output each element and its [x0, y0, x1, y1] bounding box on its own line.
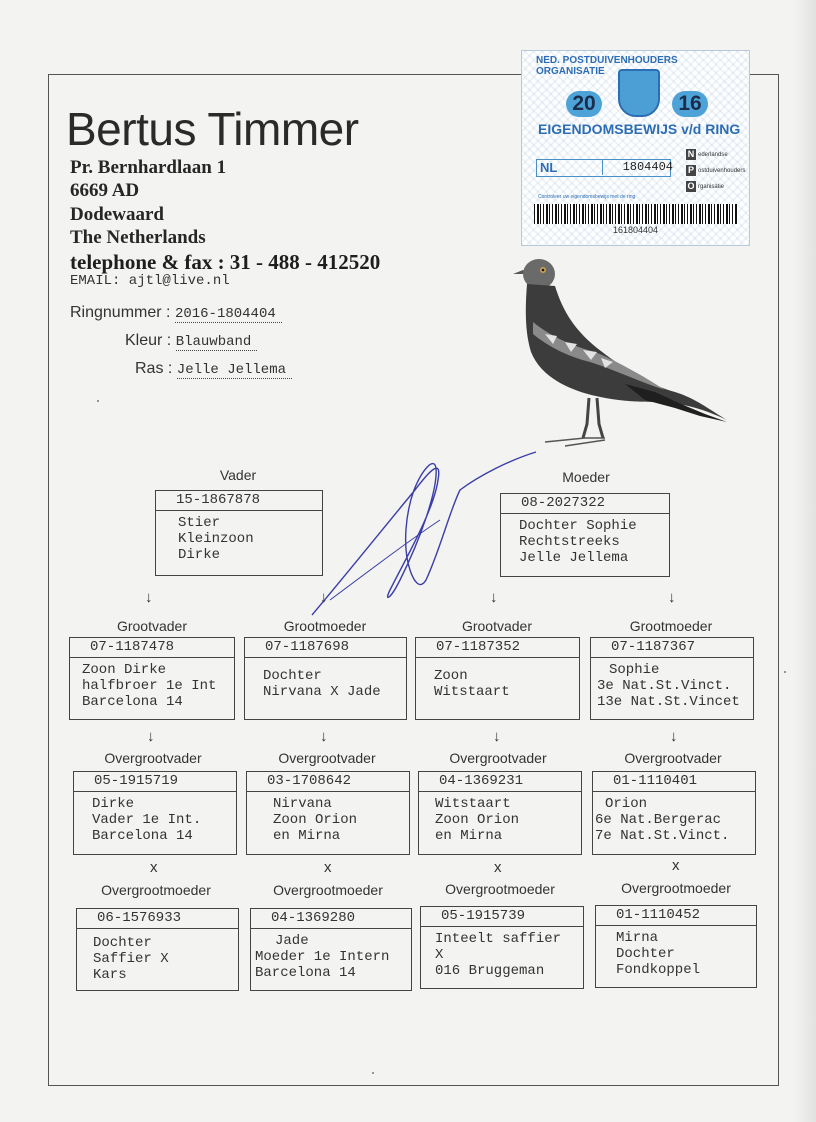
page-edge-shadow [794, 0, 816, 1122]
sire-line: Dirke [178, 547, 221, 563]
great-granddam-ring: 01-1110452 [596, 906, 756, 926]
great-granddam-line: Barcelona 14 [255, 965, 356, 981]
great-granddam-card [595, 905, 757, 988]
sire-ring: 15-1867878 [156, 491, 322, 511]
cross-mark: x [494, 859, 502, 876]
dam-card [500, 493, 670, 577]
sire-line: Kleinzoon [178, 531, 254, 547]
great-granddam-line: Dochter [616, 946, 675, 962]
grandparent-card [69, 637, 235, 720]
dam-ring: 08-2027322 [501, 494, 669, 514]
great-grandsire-card [418, 771, 582, 855]
dam-line: Dochter Sophie [519, 518, 637, 534]
speck [372, 1072, 374, 1074]
breeder-email: EMAIL: ajtl@live.nl [70, 273, 230, 289]
barcode-icon [534, 204, 738, 224]
sire-card [155, 490, 323, 576]
down-arrow-icon: ↓ [490, 589, 498, 606]
great-granddam-label: Overgrootmoeder [273, 882, 383, 898]
speck [784, 671, 786, 673]
great-granddam-line: Inteelt saffier [435, 931, 562, 947]
great-granddam-line: Dochter [93, 935, 152, 951]
great-granddam-line: 016 Bruggeman [435, 963, 545, 979]
great-granddam-ring: 04-1369280 [251, 909, 411, 929]
certificate-year-left: 20 [566, 91, 602, 117]
great-grandsire-label: Overgrootvader [624, 750, 722, 766]
down-arrow-icon: ↓ [493, 728, 501, 745]
ring-number-row [70, 304, 282, 322]
grandparent-line: Dochter [263, 668, 322, 684]
down-arrow-icon: ↓ [320, 589, 328, 606]
down-arrow-icon: ↓ [670, 728, 678, 745]
sire-label: Vader [219, 467, 257, 483]
org-line-2: ostduivenhouders [698, 168, 746, 174]
great-grandsire-line: Dirke [92, 796, 135, 812]
color-row [125, 332, 257, 350]
great-grandsire-card [246, 771, 410, 855]
great-granddam-ring: 05-1915739 [421, 907, 583, 927]
cross-mark: x [324, 859, 332, 876]
breeder-city: Dodewaard [70, 204, 164, 225]
breeder-country: The Netherlands [70, 227, 206, 248]
great-grandsire-line: Witstaart [435, 796, 511, 812]
breeder-phone: telephone & fax : 31 - 488 - 412520 [70, 250, 381, 274]
down-arrow-icon: ↓ [147, 728, 155, 745]
grandparent-line: Zoon [434, 668, 468, 684]
great-grandsire-line: Zoon Orion [435, 812, 520, 828]
grandparent-line: Witstaart [434, 684, 510, 700]
great-granddam-line: Fondkoppel [616, 962, 701, 978]
great-granddam-line: Moeder 1e Intern [255, 949, 390, 965]
great-grandsire-ring: 05-1915719 [74, 772, 236, 792]
grandparent-ring: 07-1187698 [245, 638, 406, 658]
granddam-label: Grootmoeder [283, 618, 367, 634]
grandsire-label: Grootvader [461, 618, 533, 634]
great-granddam-line: Saffier X [93, 951, 169, 967]
speck [97, 400, 99, 402]
great-grandsire-label: Overgrootvader [104, 750, 202, 766]
great-grandsire-ring: 03-1708642 [247, 772, 409, 792]
grandparent-ring: 07-1187352 [416, 638, 579, 658]
cross-mark: x [150, 859, 158, 876]
great-grandsire-ring: 04-1369231 [419, 772, 581, 792]
certificate-fine-print: Controleer uw eigendomsbewijs met de ring [538, 194, 636, 200]
barcode-number: 161804404 [612, 225, 659, 235]
granddam-label: Grootmoeder [629, 618, 713, 634]
great-grandsire-line: Zoon Orion [273, 812, 358, 828]
initial-p: P [687, 164, 694, 175]
certificate-title: EIGENDOMSBEWIJS v/d RING [538, 121, 741, 137]
great-granddam-line: X [435, 947, 444, 963]
down-arrow-icon: ↓ [145, 589, 153, 606]
certificate-ring-number: 1804404 [602, 159, 675, 175]
dam-label: Moeder [562, 469, 610, 485]
ring-certificate [521, 50, 750, 246]
grandparent-ring: 07-1187478 [70, 638, 234, 658]
certificate-year-right: 16 [672, 91, 708, 117]
grandparent-line: Zoon Dirke [82, 662, 167, 678]
great-granddam-card [76, 908, 239, 991]
org-line-1: ederlandse [698, 152, 728, 158]
great-grandsire-line: Vader 1e Int. [92, 812, 202, 828]
down-arrow-icon: ↓ [320, 728, 328, 745]
great-granddam-ring: 06-1576933 [77, 909, 238, 929]
certificate-org-initials [686, 147, 745, 195]
down-arrow-icon: ↓ [668, 589, 676, 606]
great-granddam-line: Mirna [616, 930, 659, 946]
great-grandsire-line: 6e Nat.Bergerac [595, 812, 722, 828]
ring-number-label: Ringnummer : [70, 304, 171, 321]
great-grandsire-line: en Mirna [435, 828, 503, 844]
color-value: Blauwband [176, 334, 258, 351]
great-grandsire-card [73, 771, 237, 855]
great-granddam-line: Kars [93, 967, 127, 983]
dam-line: Rechtstreeks [519, 534, 620, 550]
certificate-country: NL [536, 159, 671, 177]
grandparent-card [415, 637, 580, 720]
breed-row [135, 360, 292, 378]
breed-value: Jelle Jellema [177, 362, 292, 379]
great-grandsire-line: Nirvana [273, 796, 332, 812]
grandparent-ring: 07-1187367 [591, 638, 753, 658]
great-granddam-label: Overgrootmoeder [445, 881, 555, 897]
breeder-name: Bertus Timmer [66, 103, 359, 155]
cross-mark: x [672, 857, 680, 874]
pigeon-photo [505, 252, 735, 462]
sire-line: Stier [178, 515, 221, 531]
great-granddam-card [420, 906, 584, 989]
lion-crest-icon [618, 69, 660, 117]
grandparent-line: halfbroer 1e Int [82, 678, 217, 694]
color-label: Kleur : [125, 332, 172, 349]
grandparent-line: Nirvana X Jade [263, 684, 381, 700]
great-grandsire-line: en Mirna [273, 828, 341, 844]
ring-number-value: 2016-1804404 [175, 306, 282, 323]
initial-o: O [687, 180, 695, 191]
grandparent-line: 3e Nat.St.Vinct. [597, 678, 732, 694]
grandparent-card [590, 637, 754, 720]
great-granddam-line: Jade [275, 933, 309, 949]
dam-line: Jelle Jellema [519, 550, 629, 566]
grandparent-card [244, 637, 407, 720]
grandparent-line: Sophie [609, 662, 660, 678]
great-grandsire-line: Barcelona 14 [92, 828, 193, 844]
great-grandsire-line: 7e Nat.St.Vinct. [595, 828, 730, 844]
certificate-org: NED. POSTDUIVENHOUDERS ORGANISATIE [536, 55, 678, 77]
great-grandsire-line: Orion [605, 796, 648, 812]
breeder-street: Pr. Bernhardlaan 1 [70, 157, 227, 178]
great-granddam-card [250, 908, 412, 991]
org-line-3: rganisatie [698, 184, 725, 190]
great-grandsire-label: Overgrootvader [278, 750, 376, 766]
great-grandsire-card [592, 771, 756, 855]
grandsire-label: Grootvader [116, 618, 188, 634]
breeder-postcode: 6669 AD [70, 180, 140, 201]
initial-n: N [687, 148, 695, 159]
great-grandsire-ring: 01-1110401 [593, 772, 755, 792]
great-granddam-label: Overgrootmoeder [621, 880, 731, 896]
breed-label: Ras : [135, 360, 173, 377]
great-granddam-label: Overgrootmoeder [101, 882, 211, 898]
grandparent-line: 13e Nat.St.Vincet [597, 694, 740, 710]
grandparent-line: Barcelona 14 [82, 694, 183, 710]
great-grandsire-label: Overgrootvader [449, 750, 547, 766]
